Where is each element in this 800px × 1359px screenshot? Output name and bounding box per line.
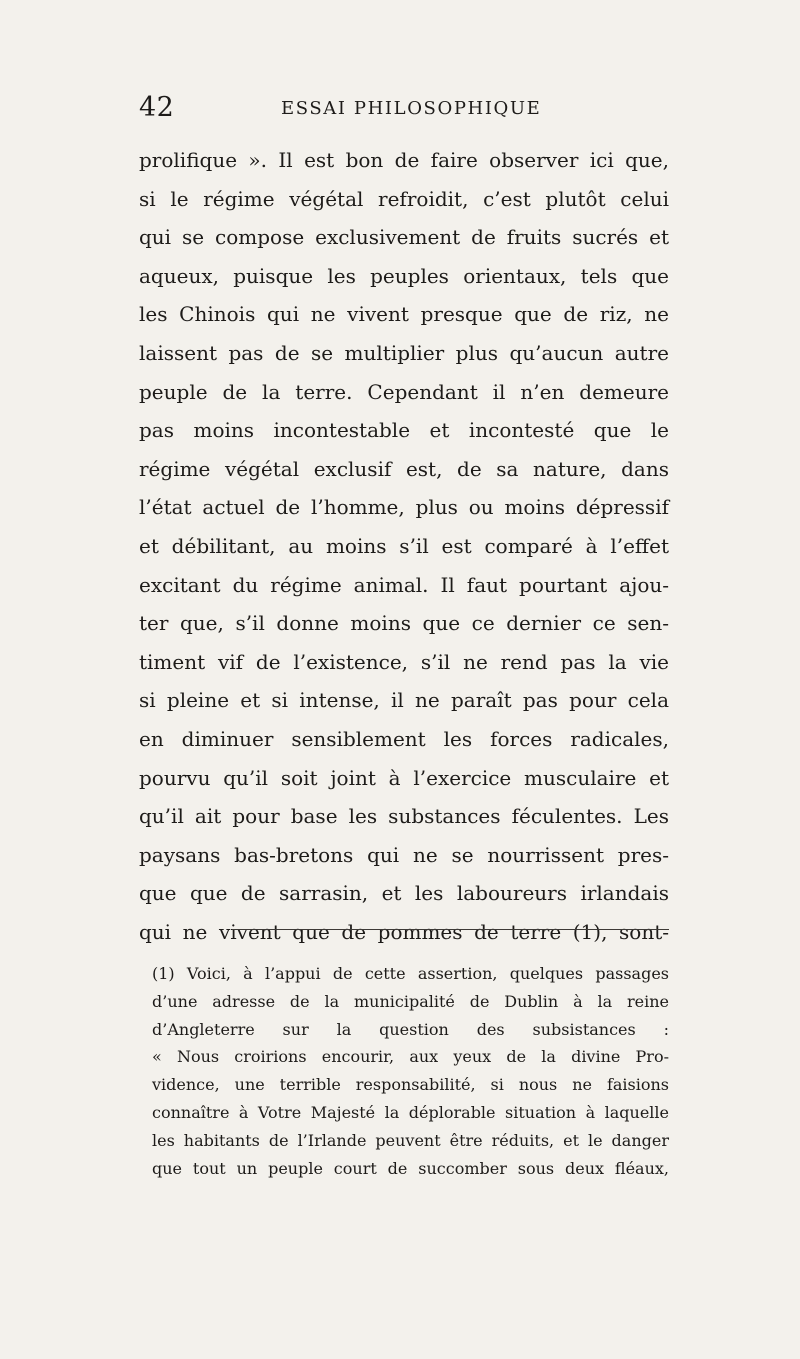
text-line: aqueux, puisque les peuples orientaux, tels que: [139, 263, 669, 288]
text-line: que que de sarrasin, et les laboureurs irlandais: [139, 881, 669, 906]
footnote-line: d’Angleterre sur la question des subsistances :: [152, 1019, 669, 1039]
page-header: [139, 92, 669, 124]
footnote-line: (1) Voici, à l’appui de cette assertion, quelques passages: [152, 964, 669, 983]
footnote-line: connaître à Votre Majesté la déplorable situation à laquelle: [152, 1102, 669, 1122]
text-line: les Chinois qui ne vivent presque que de riz, ne: [139, 302, 669, 327]
footnote-line: que tout un peuple court de succomber sous deux fléaux,: [152, 1158, 669, 1178]
text-line: qui ne vivent que de pommes de terre (1), sont-: [139, 919, 669, 944]
text-line: régime végétal exclusif est, de sa nature, dans: [139, 456, 669, 481]
main-text: [139, 141, 669, 951]
text-line: pas moins incontestable et incontesté que le: [139, 418, 669, 443]
footnote-line: vidence, une terrible responsabilité, si nous ne faisions: [152, 1075, 669, 1095]
footnote-line: d’une adresse de la municipalité de Dublin à la reine: [152, 991, 669, 1011]
text-line: ter que, s’il donne moins que ce dernier ce sen-: [139, 611, 669, 636]
text-line: qu’il ait pour base les substances féculentes. Les: [139, 804, 669, 829]
text-line: timent vif de l’existence, s’il ne rend pas la vie: [139, 649, 669, 674]
text-line: excitant du régime animal. Il faut pourtant ajou-: [139, 572, 669, 597]
running-title: ESSAI PHILOSOPHIQUE: [281, 98, 542, 119]
footnote-line: « Nous croirions encourir, aux yeux de la divine Pro-: [152, 1047, 669, 1067]
text-line: en diminuer sensiblement les forces radicales,: [139, 726, 669, 751]
text-line: pourvu qu’il soit joint à l’exercice musculaire et: [139, 765, 669, 790]
text-line: l’état actuel de l’homme, plus ou moins dépressif: [139, 495, 669, 520]
text-line: et débilitant, au moins s’il est comparé à l’effet: [139, 533, 669, 558]
footnote: [152, 960, 669, 1182]
text-line: prolifique ». Il est bon de faire observer ici que,: [139, 148, 669, 172]
text-line: qui se compose exclusivement de fruits sucrés et: [139, 225, 669, 250]
text-line: laissent pas de se multiplier plus qu’aucun autre: [139, 340, 669, 365]
text-line: peuple de la terre. Cependant il n’en demeure: [139, 379, 669, 404]
footnote-divider: [232, 929, 669, 930]
text-line: paysans bas-bretons qui ne se nourrissent pres-: [139, 842, 669, 867]
text-line: si pleine et si intense, il ne paraît pas pour cela: [139, 688, 669, 713]
footnote-line: les habitants de l’Irlande peuvent être réduits, et le danger: [152, 1130, 669, 1150]
page-number: 42: [139, 92, 175, 123]
text-line: si le régime végétal refroidit, c’est plutôt celui: [139, 186, 669, 211]
